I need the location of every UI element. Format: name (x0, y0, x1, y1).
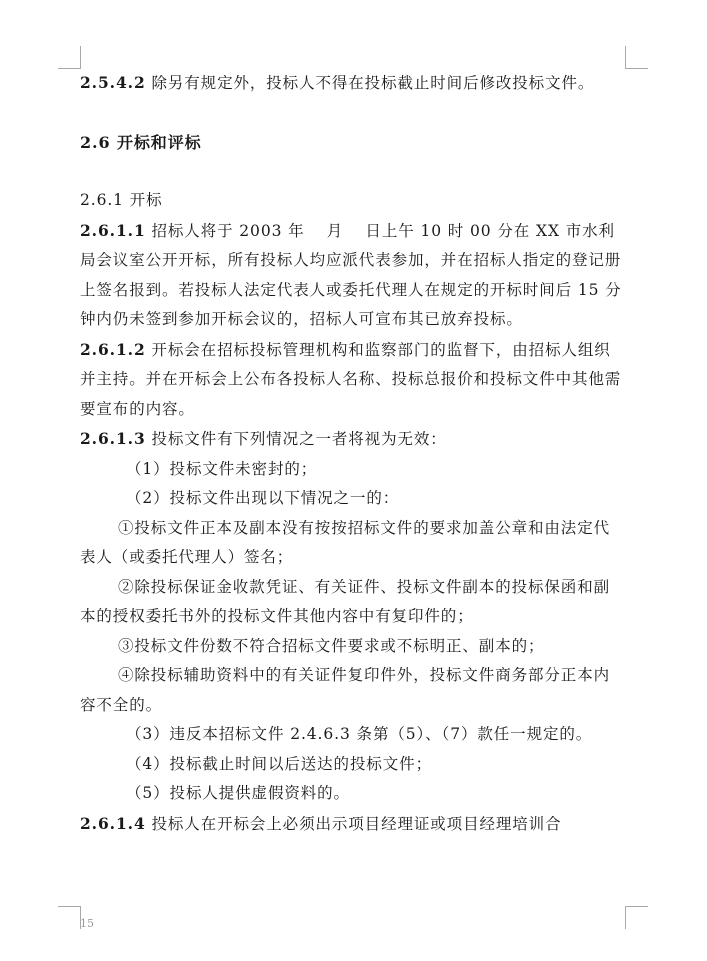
section-heading: 2.6 开标和评标 (80, 132, 202, 152)
page-number: 15 (80, 917, 94, 930)
clause-number: 2.6.1.2 (80, 339, 146, 359)
clause-2-6-1-2 (80, 335, 625, 425)
sub-item-3: ③投标文件份数不符合招标文件要求或不标明正、副本的； (118, 636, 545, 655)
clause-text: 招标人将于 2003 年 月 日上午 10 时 00 分在 XX 市水利局会议室公开开标，所有投标人均应派代表参加，并在招标人指定的登记册上签名报到。若投标人法定代表人或委托代理人在规定的开标时间后 15 分钟内仍未签到参加开标会议的，招标人可宣布其已放弃投标。 (80, 221, 622, 328)
crop-mark-top-left (58, 46, 81, 69)
subsection-title: 2.6.1 开标 (80, 191, 163, 209)
sub-item-4: ④除投标辅助资料中的有关证件复印件外，投标文件商务部分正本内容不全的。 (80, 666, 611, 714)
clause-number: 2.6.1.3 (80, 429, 146, 448)
clause-number: 2.6.1.4 (80, 813, 146, 833)
crop-mark-bottom-right (625, 906, 648, 929)
crop-mark-bottom-left (58, 906, 81, 929)
clause-2-6-1-1 (80, 216, 625, 335)
clause-2-6-1-4 (80, 809, 625, 840)
clause-text: 投标文件有下列情况之一者将视为无效： (145, 430, 447, 448)
list-item-3: （3）违反本招标文件 2.4.6.3 条第（5）、（7）款任一规定的。 (126, 725, 593, 743)
list-item-4: （4）投标截止时间以后送达的投标文件； (126, 754, 432, 773)
sub-item-2: ②除投标保证金收款凭证、有关证件、投标文件副本的投标保函和副本的授权委托书外的投标文件其他内容中有复印件的； (80, 577, 611, 625)
document-body (80, 68, 625, 839)
list-item-2: （2）投标文件出现以下情况之一的： (126, 489, 400, 507)
clause-2-6-1-3 (80, 424, 625, 455)
clause-text: 除另有规定外，投标人不得在投标截止时间后修改投标文件。 (145, 74, 595, 92)
clause-text: 开标会在招标投标管理机构和监察部门的监督下，由招标人组织并主持。并在开标会上公布各投标人名称、投标总报价和投标文件中其他需要宣布的内容。 (80, 340, 622, 418)
sub-item-1: ①投标文件正本及副本没有按按招标文件的要求加盖公章和由法定代表人（或委托代理人）签名； (80, 518, 611, 566)
list-item-5: （5）投标人提供虚假资料的。 (126, 784, 350, 802)
crop-mark-top-right (625, 46, 648, 69)
clause-2-5-4-2 (80, 68, 625, 99)
clause-text: 投标人在开标会上必须出示项目经理证或项目经理培训合 (145, 814, 562, 833)
list-item-1: （1）投标文件未密封的； (126, 459, 318, 478)
clause-number: 2.6.1.1 (80, 220, 146, 240)
clause-number: 2.5.4.2 (80, 73, 146, 92)
